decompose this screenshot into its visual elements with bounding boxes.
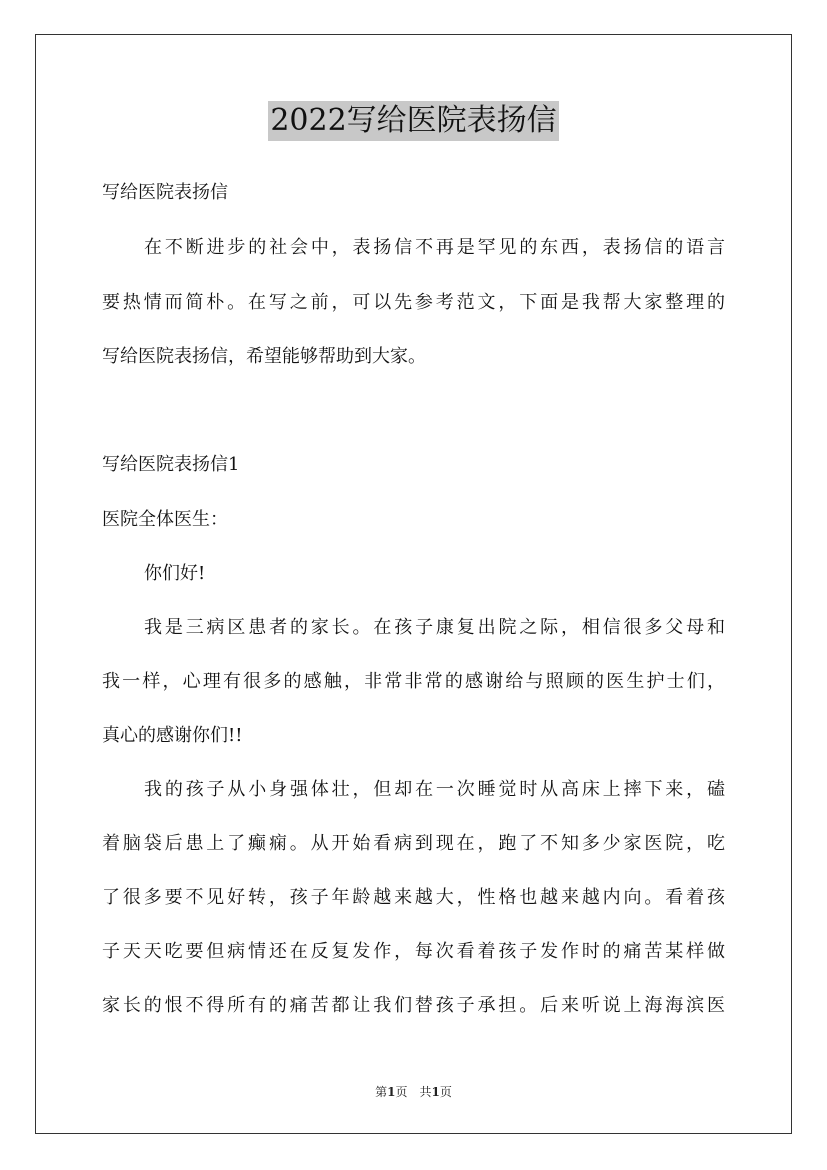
page-current: 1 [387, 1085, 396, 1099]
paragraph1-line-1: 我是三病区患者的家长。在孩子康复出院之际，相信很多父母和 [144, 617, 725, 638]
document-heading: 写给医院表扬信 [102, 182, 228, 203]
section-title: 写给医院表扬信1 [102, 454, 240, 475]
paragraph1-line-2: 我一样，心理有很多的感触，非常非常的感谢给与照顾的医生护士们， [102, 671, 725, 692]
page-footer [0, 1084, 827, 1100]
paragraph2-line-2: 着脑袋后患上了癫痫。从开始看病到现在，跑了不知多少家医院，吃 [102, 833, 725, 854]
intro-line-1: 在不断进步的社会中，表扬信不再是罕见的东西，表扬信的语言 [144, 237, 725, 258]
paragraph2-line-3: 了很多要不见好转，孩子年龄越来越大，性格也越来越内向。看着孩 [102, 887, 725, 908]
document-title: 2022写给医院表扬信 [268, 101, 558, 141]
paragraph1-line-3: 真心的感谢你们!! [102, 725, 243, 746]
intro-line-2: 要热情而简朴。在写之前，可以先参考范文，下面是我帮大家整理的 [102, 292, 725, 313]
intro-line-3: 写给医院表扬信，希望能够帮助到大家。 [102, 346, 426, 367]
paragraph2-line-4: 子天天吃要但病情还在反复发作，每次看着孩子发作时的痛苦某样做 [102, 941, 725, 962]
salutation: 医院全体医生： [102, 509, 228, 530]
paragraph2-line-1: 我的孩子从小身强体壮，但却在一次睡觉时从高床上摔下来，磕 [144, 779, 725, 800]
greeting: 你们好! [144, 563, 206, 584]
page-total: 1 [431, 1085, 440, 1099]
title-container [0, 101, 827, 141]
page-prefix: 第 [375, 1085, 388, 1099]
page-suffix: 页 [439, 1085, 452, 1099]
paragraph2-line-5: 家长的恨不得所有的痛苦都让我们替孩子承担。后来听说上海海滨医 [102, 995, 725, 1016]
page-mid: 页 共 [395, 1085, 432, 1099]
